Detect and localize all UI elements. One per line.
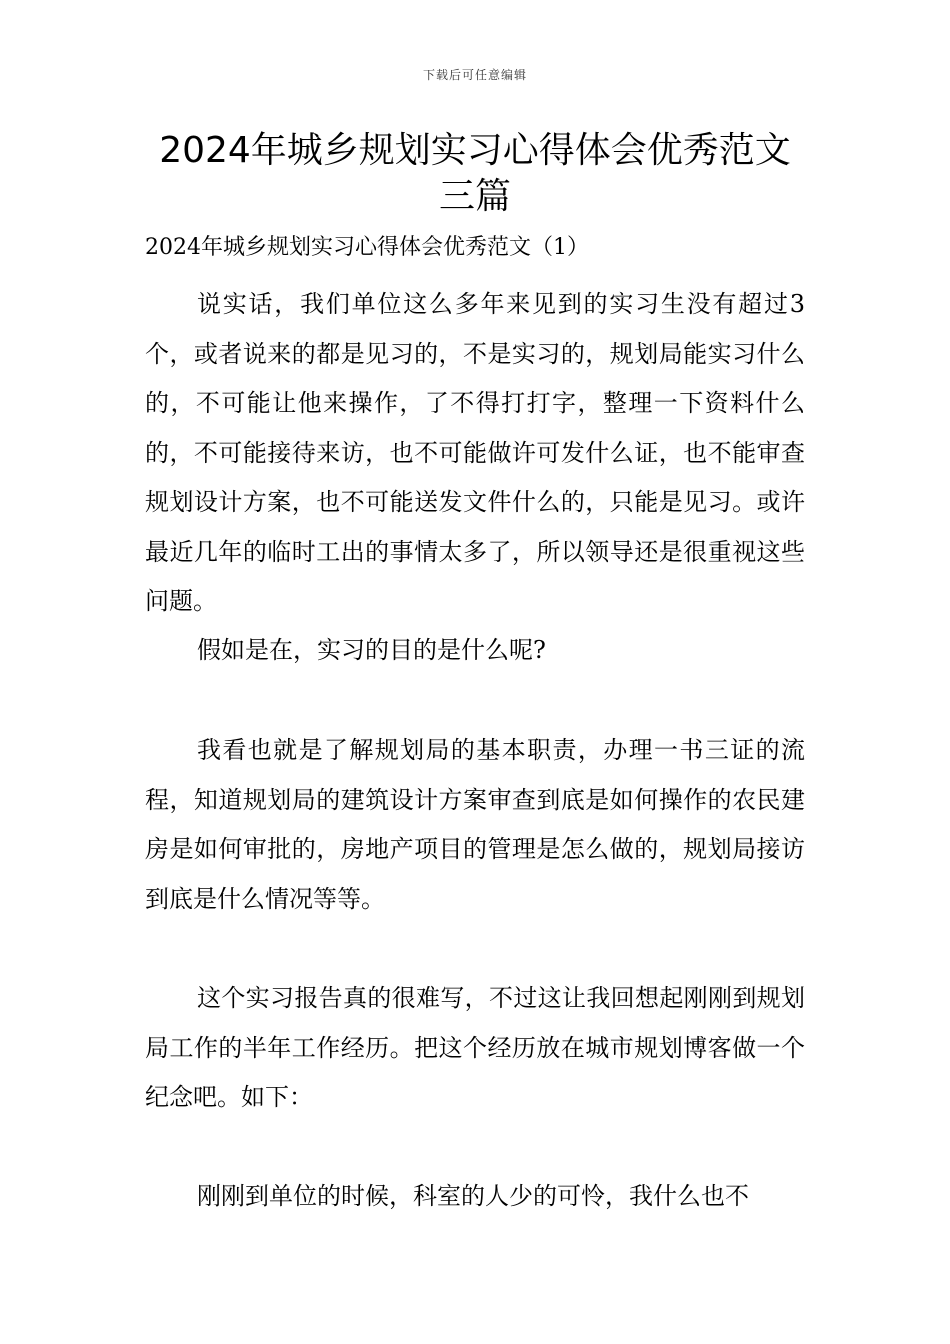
paragraph: 说实话，我们单位这么多年来见到的实习生没有超过3个，或者说来的都是见习的，不是实习的，规划局能实习什么的，不可能让他来操作，了不得打打字，整理一下资料什么的，不可能接待来访，也不可能做许可发什么证，也不能审查规划设计方案，也不可能送发文件什么的，只能是见习。或许最近几年的临时工出的事情太多了，所以领导还是很重视这些问题。 (145, 290, 805, 615)
paragraph: 我看也就是了解规划局的基本职责，办理一书三证的流程，知道规划局的建筑设计方案审查到底是如何操作的农民建房是如何审批的，房地产项目的管理是怎么做的，规划局接访到底是什么情况等等。 (145, 736, 805, 913)
header-note: 下载后可任意编辑 (422, 68, 527, 82)
section-subtitle: 2024年城乡规划实习心得体会优秀范文（1） (145, 235, 589, 260)
document-title: 2024年城乡规划实习心得体会优秀范文三篇 (159, 130, 791, 217)
paragraph: 这个实习报告真的很难写，不过这让我回想起刚刚到规划局工作的半年工作经历。把这个经历放在城市规划博客做一个纪念吧。如下： (145, 984, 805, 1111)
paragraph: 刚刚到单位的时候，科室的人少的可怜，我什么也不 (197, 1182, 749, 1210)
paragraph: 假如是在，实习的目的是什么呢? (197, 636, 546, 664)
